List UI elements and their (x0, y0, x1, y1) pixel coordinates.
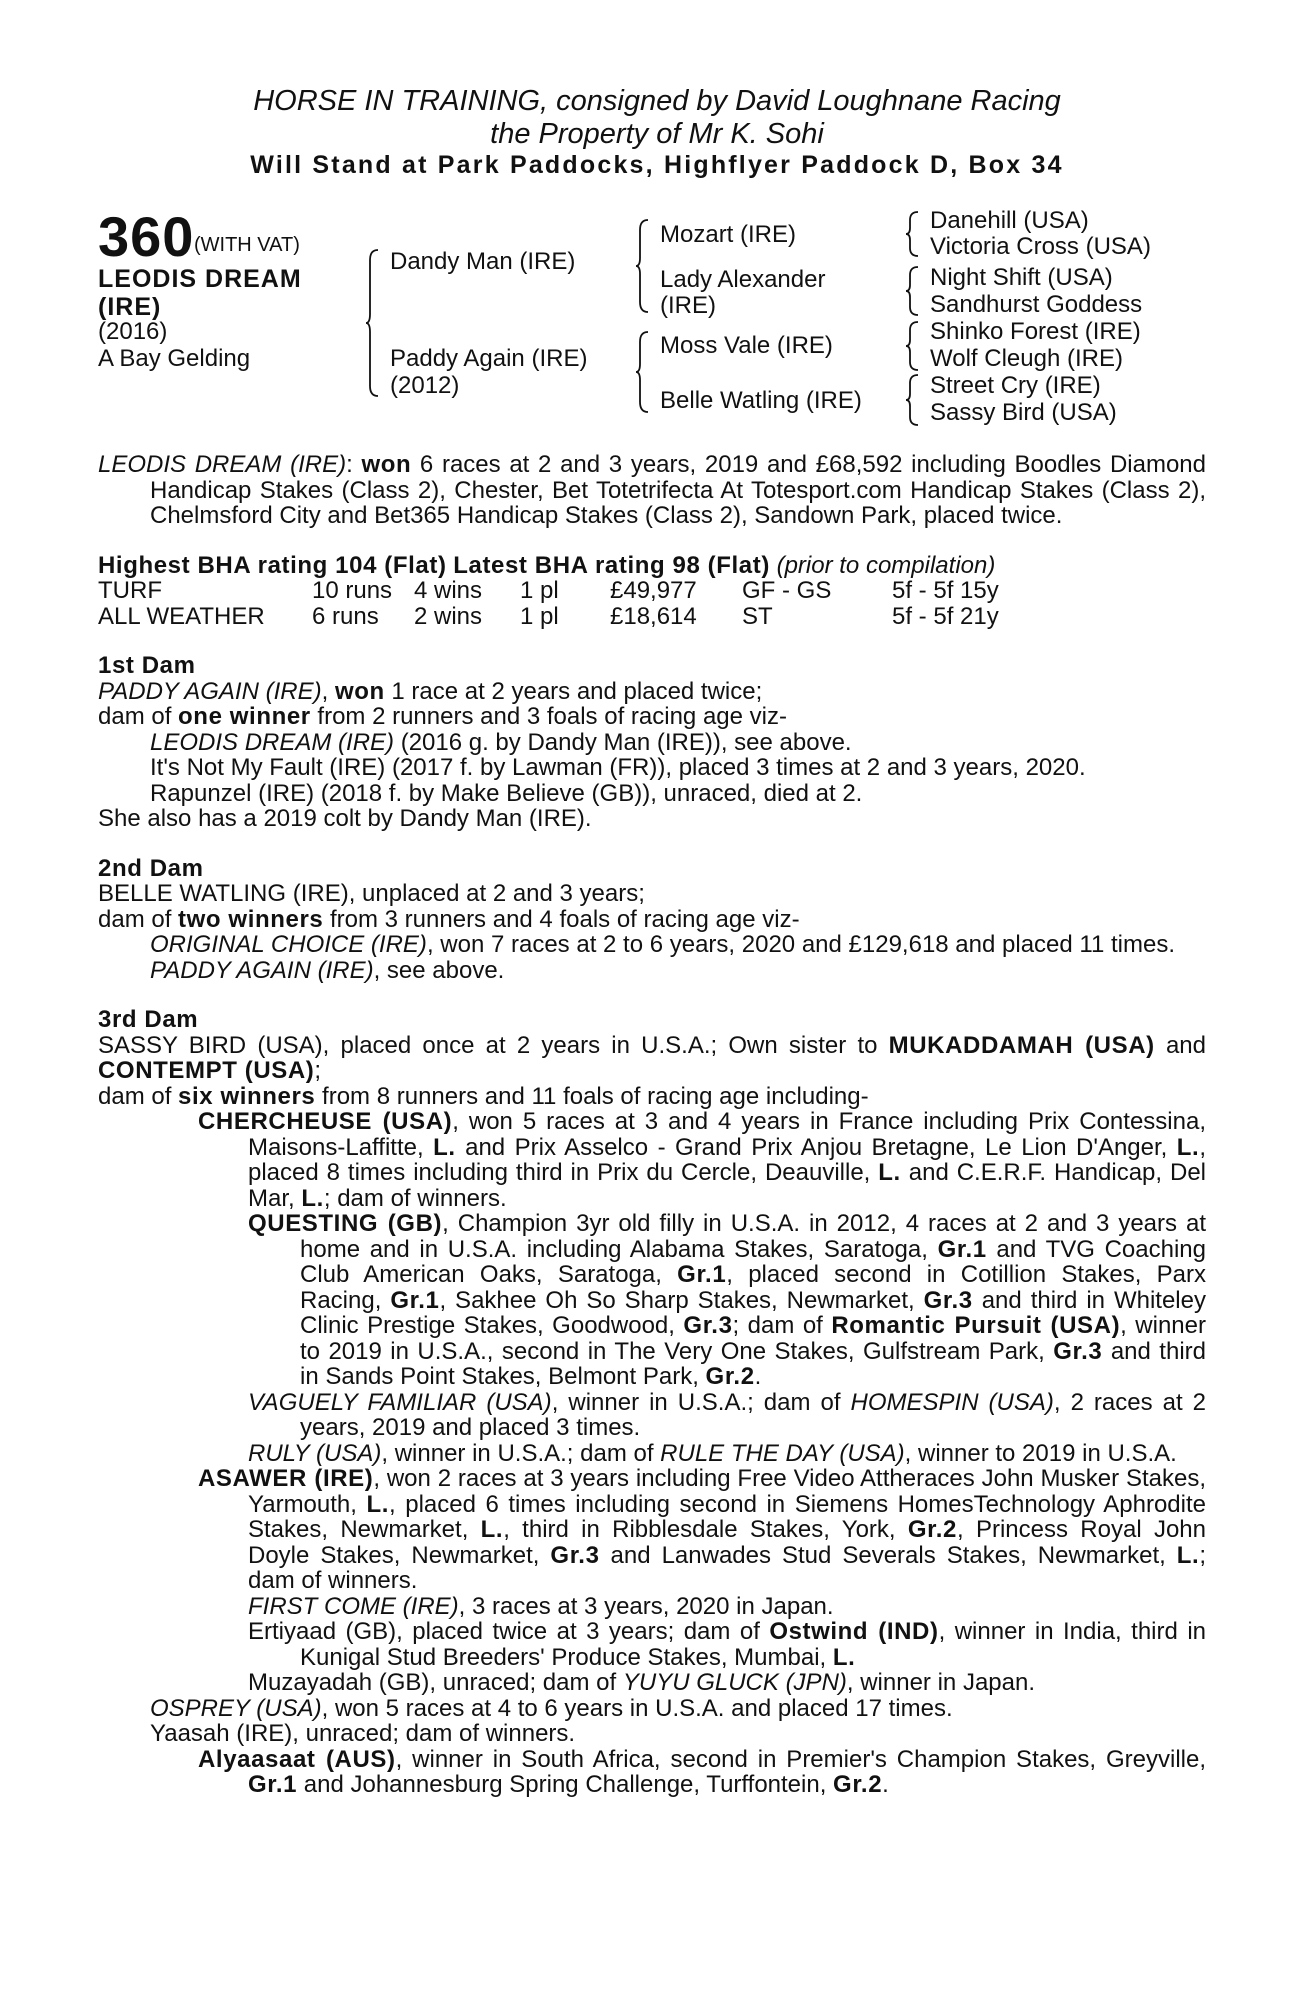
horse-name-suffix: (IRE) (98, 293, 162, 321)
pedigree-sire-dam: Lady Alexander (660, 266, 826, 293)
list-item: ASAWER (IRE), won 2 races at 3 years including Free Video Attheraces John Musker Stakes, Yarmouth, L., placed 6 times including second in Siemens HomesTechnology Aphrodite Stakes, Newmarket, L., third in Ribblesdale Stakes, York, Gr.2, Princess Royal John Doyle Stakes, Newmarket, Gr.3 and Lanwades Stud Severals Stakes, Newmarket, L.; dam of winners. (198, 1465, 1207, 1594)
bracket-g4 (906, 373, 922, 427)
summary-horse-name: LEODIS DREAM (IRE) (98, 451, 347, 478)
list-item: Alyaasaat (AUS), winner in South Africa, second in Premier's Champion Stakes, Greyville, Gr.1 and Johannesburg Spring Challenge, Turffontein, Gr.2. (198, 1745, 1206, 1798)
summary-won: won (361, 451, 412, 478)
sire-dam-bracket (366, 248, 382, 398)
ratings-line (98, 553, 1206, 579)
sire-parents-bracket (636, 218, 652, 314)
latest-rating: Latest BHA rating 98 (Flat) (453, 551, 770, 579)
pedigree-dsd: Wolf Cleugh (IRE) (930, 345, 1123, 372)
list-item: CHERCHEUSE (USA), won 5 races at 3 and 4 years in France including Prix Contessina, Maisons-Laffitte, L. and Prix Asselco - Grand Prix Anjou Bretagne, Le Lion D'Anger, L., placed 8 times including third in Prix du Cercle, Deauville, L. and C.E.R.F. Handicap, Del Mar, L.; dam of winners. (198, 1108, 1207, 1212)
bracket-g3 (906, 320, 922, 372)
list-item: RULY (USA), winner in U.S.A.; dam of RULE THE DAY (USA), winner to 2019 in U.S.A. (248, 1439, 1177, 1467)
consignor-line: HORSE IN TRAINING, consigned by David Loughnane Racing (253, 85, 1061, 117)
third-dam-produce: dam of six winners from 8 runners and 11 foals of racing age including- (98, 1082, 869, 1110)
pedigree-dam: Paddy Again (IRE) (390, 345, 588, 372)
table-row: TURF 10 runs 4 wins 1 pl £49,977 GF - GS 5f - 5f 15y (98, 577, 999, 604)
location-line: Will Stand at Park Paddocks, Highflyer Paddock D, Box 34 (250, 151, 1064, 179)
rating-note: (prior to compilation) (776, 551, 996, 579)
property-line: the Property of Mr K. Sohi (490, 118, 824, 150)
list-item: OSPREY (USA), won 5 races at 4 to 6 years in U.S.A. and placed 17 times. (150, 1694, 953, 1722)
foaling-year: (2016) (98, 318, 168, 345)
race-record-table (98, 578, 999, 629)
list-item: VAGUELY FAMILIAR (USA), winner in U.S.A.; dam of HOMESPIN (USA), 2 races at 2 years, 2019 and placed 3 times. (248, 1388, 1206, 1441)
race-summary: LEODIS DREAM (IRE): won 6 races at 2 and 3 years, 2019 and £68,592 including Boodles Diamond Handicap Stakes (Class 2), Chester, Bet Totetrifecta At Totesport.com Handicap Stakes (Class 2), Chelmsford City and Bet365 Handicap Stakes (Class 2), Sandown Park, placed twice. (98, 451, 1207, 529)
bracket-g2 (906, 265, 922, 317)
pedigree-dss: Shinko Forest (IRE) (930, 318, 1141, 345)
pedigree-sire: Dandy Man (IRE) (390, 248, 576, 275)
second-dam-produce: dam of two winners from 3 runners and 4 foals of racing age viz- (98, 905, 800, 933)
pedigree-sdd: Sandhurst Goddess (930, 291, 1143, 318)
horse-name: LEODIS DREAM (98, 265, 302, 293)
first-dam-note: She also has a 2019 colt by Dandy Man (IRE). (98, 805, 592, 832)
list-item: It's Not My Fault (IRE) (2017 f. by Lawman (FR)), placed 3 times at 2 and 3 years, 2020. (150, 754, 1086, 781)
horse-description: A Bay Gelding (98, 345, 251, 372)
pedigree-dam-dam: Belle Watling (IRE) (660, 387, 862, 414)
list-item: Yaasah (IRE), unraced; dam of winners. (150, 1720, 576, 1747)
highest-rating: Highest BHA rating 104 (Flat) (98, 551, 447, 579)
dam-parents-bracket (636, 330, 652, 414)
pedigree-dam-sire: Moss Vale (IRE) (660, 332, 833, 359)
first-dam-line: PADDY AGAIN (IRE), won 1 race at 2 years and placed twice; (98, 677, 763, 705)
list-item: Ertiyaad (GB), placed twice at 3 years; dam of Ostwind (IND), winner in India, third in Kunigal Stud Breeders' Produce Stakes, Mumbai, L. (248, 1618, 1206, 1671)
second-dam-heading: 2nd Dam (98, 854, 204, 882)
third-dam-heading: 3rd Dam (98, 1006, 199, 1033)
table-row: ALL WEATHER 6 runs 2 wins 1 pl £18,614 ST 5f - 5f 21y (98, 602, 999, 630)
first-dam-produce: dam of one winner from 2 runners and 3 foals of racing age viz- (98, 703, 787, 730)
first-dam-heading: 1st Dam (98, 652, 196, 679)
third-dam-line: SASSY BIRD (USA), placed once at 2 years in U.S.A.; Own sister to MUKADDAMAH (USA) and CONTEMPT (USA); (98, 1031, 1206, 1084)
list-item: QUESTING (GB), Champion 3yr old filly in U.S.A. in 2012, 4 races at 2 and 3 years at home and in U.S.A. including Alabama Stakes, Saratoga, Gr.1 and TVG Coaching Club American Oaks, Saratoga, Gr.1, placed second in Cotillion Stakes, Parx Racing, Gr.1, Sakhee Oh So Sharp Stakes, Newmarket, Gr.3 and third in Whiteley Clinic Prestige Stakes, Goodwood, Gr.3; dam of Romantic Pursuit (USA), winner to 2019 in U.S.A., second in The Very One Stakes, Gulfstream Park, Gr.3 and third in Sands Point Stakes, Belmont Park, Gr.2. (248, 1210, 1207, 1390)
list-item: Rapunzel (IRE) (2018 f. by Make Believe (GB)), unraced, died at 2. (150, 779, 863, 807)
list-item: FIRST COME (IRE), 3 races at 3 years, 2020 in Japan. (248, 1592, 834, 1620)
list-item: Muzayadah (GB), unraced; dam of YUYU GLUCK (JPN), winner in Japan. (248, 1669, 1035, 1696)
list-item: PADDY AGAIN (IRE), see above. (150, 956, 505, 984)
pedigree-ddd: Sassy Bird (USA) (930, 399, 1117, 426)
pedigree-sire-dam-suffix: (IRE) (660, 292, 716, 319)
catalogue-body (98, 452, 1206, 1798)
bracket-g1 (906, 210, 922, 258)
list-item: LEODIS DREAM (IRE) (2016 g. by Dandy Man (IRE)), see above. (150, 728, 852, 756)
pedigree-sds: Night Shift (USA) (930, 264, 1113, 291)
lot-number: 360 (98, 205, 195, 268)
second-dam-line: BELLE WATLING (IRE), unplaced at 2 and 3 years; (98, 880, 645, 907)
pedigree-dds: Street Cry (IRE) (930, 372, 1101, 399)
vat-note: (WITH VAT) (194, 234, 300, 256)
pedigree-dam-year: (2012) (390, 372, 460, 399)
pedigree-sss: Danehill (USA) (930, 207, 1089, 234)
pedigree-ssd: Victoria Cross (USA) (930, 233, 1151, 260)
pedigree-sire-sire: Mozart (IRE) (660, 221, 797, 248)
list-item: ORIGINAL CHOICE (IRE), won 7 races at 2 to 6 years, 2020 and £129,618 and placed 11 times. (150, 931, 1175, 958)
